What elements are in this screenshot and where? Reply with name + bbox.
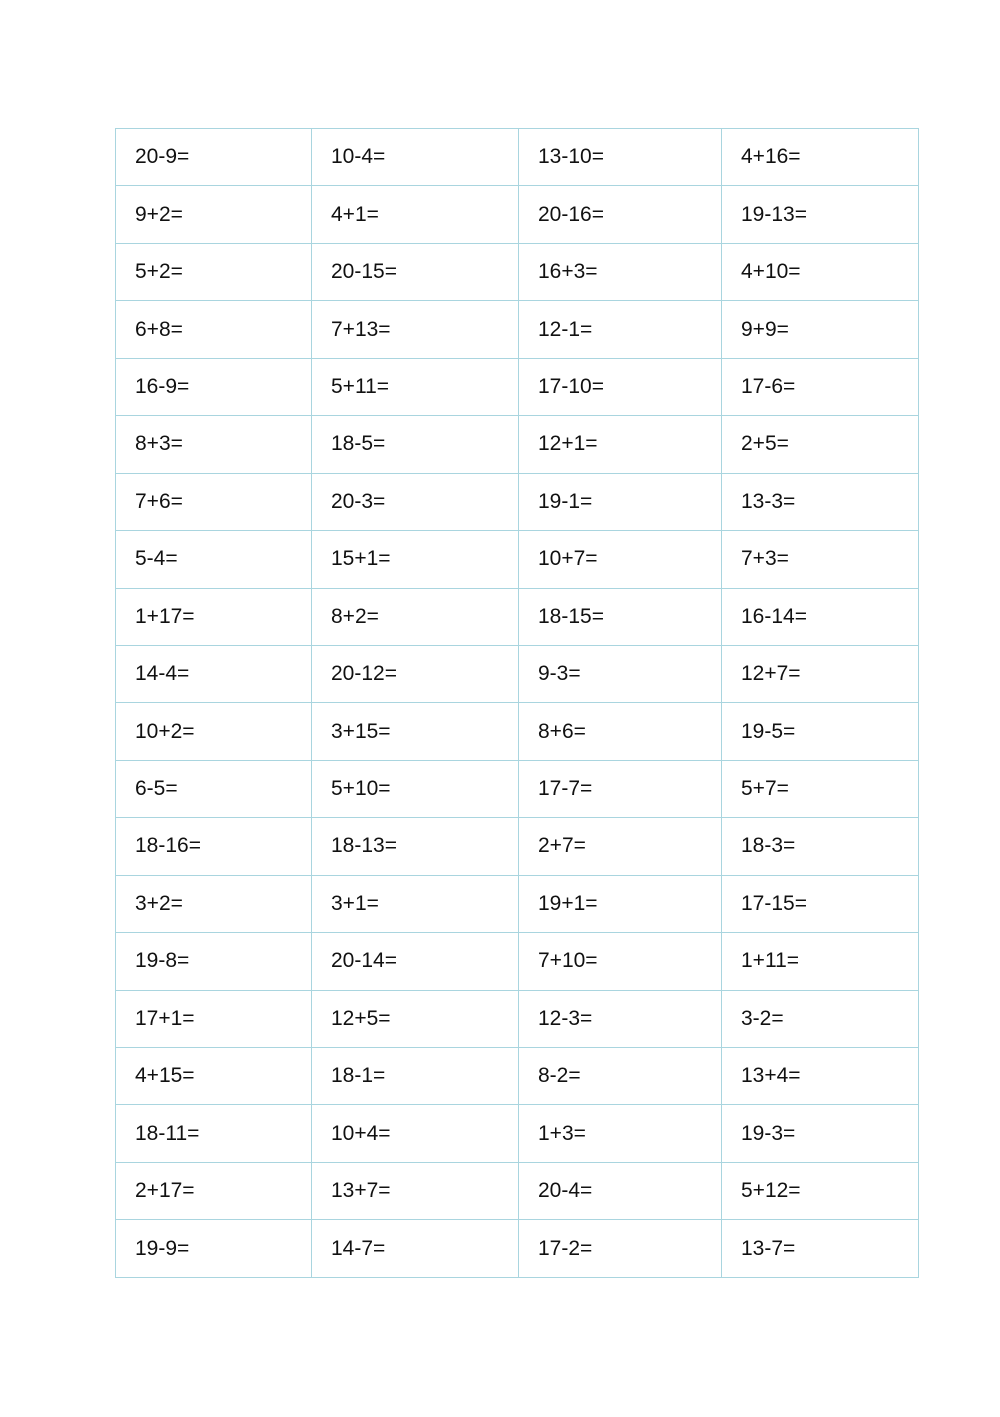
math-problem-cell: 5+10= xyxy=(312,760,519,817)
math-problem-cell: 16+3= xyxy=(519,243,722,300)
math-problem-cell: 9+9= xyxy=(722,301,919,358)
table-row xyxy=(116,358,919,415)
math-problem-cell: 10-4= xyxy=(312,129,519,186)
math-problem-cell: 3+15= xyxy=(312,703,519,760)
math-problem-cell: 15+1= xyxy=(312,531,519,588)
math-problem-cell: 19-13= xyxy=(722,186,919,243)
table-row xyxy=(116,186,919,243)
math-problem-cell: 12+1= xyxy=(519,416,722,473)
math-problem-cell: 13+4= xyxy=(722,1048,919,1105)
math-problem-cell: 20-16= xyxy=(519,186,722,243)
math-problem-cell: 20-12= xyxy=(312,645,519,702)
math-problem-cell: 19-8= xyxy=(116,933,312,990)
math-problem-cell: 16-9= xyxy=(116,358,312,415)
math-problem-cell: 2+5= xyxy=(722,416,919,473)
math-problem-cell: 13-10= xyxy=(519,129,722,186)
math-problem-cell: 1+11= xyxy=(722,933,919,990)
math-problem-cell: 1+17= xyxy=(116,588,312,645)
math-problem-cell: 4+10= xyxy=(722,243,919,300)
math-problem-cell: 3-2= xyxy=(722,990,919,1047)
table-row xyxy=(116,703,919,760)
math-problem-cell: 17-15= xyxy=(722,875,919,932)
table-row xyxy=(116,990,919,1047)
math-problem-cell: 1+3= xyxy=(519,1105,722,1162)
math-problem-cell: 16-14= xyxy=(722,588,919,645)
table-row xyxy=(116,531,919,588)
math-problem-cell: 5+12= xyxy=(722,1162,919,1219)
table-row xyxy=(116,645,919,702)
math-problem-cell: 3+2= xyxy=(116,875,312,932)
math-problem-cell: 19-3= xyxy=(722,1105,919,1162)
math-problem-cell: 13-3= xyxy=(722,473,919,530)
math-problem-cell: 18-5= xyxy=(312,416,519,473)
math-problem-cell: 20-15= xyxy=(312,243,519,300)
table-row xyxy=(116,1048,919,1105)
math-problem-cell: 12+7= xyxy=(722,645,919,702)
math-problem-cell: 13-7= xyxy=(722,1220,919,1277)
math-problem-cell: 20-4= xyxy=(519,1162,722,1219)
math-problem-cell: 14-7= xyxy=(312,1220,519,1277)
table-row xyxy=(116,1105,919,1162)
table-row xyxy=(116,875,919,932)
math-problem-cell: 18-1= xyxy=(312,1048,519,1105)
math-problem-cell: 5+11= xyxy=(312,358,519,415)
math-problem-cell: 20-14= xyxy=(312,933,519,990)
math-problem-cell: 10+7= xyxy=(519,531,722,588)
math-problem-cell: 7+3= xyxy=(722,531,919,588)
math-problem-cell: 19-9= xyxy=(116,1220,312,1277)
math-problem-cell: 20-3= xyxy=(312,473,519,530)
table-row xyxy=(116,933,919,990)
math-problem-cell: 18-16= xyxy=(116,818,312,875)
table-row xyxy=(116,473,919,530)
math-problem-cell: 10+2= xyxy=(116,703,312,760)
math-problem-cell: 18-15= xyxy=(519,588,722,645)
table-row xyxy=(116,243,919,300)
math-problem-cell: 12-3= xyxy=(519,990,722,1047)
math-problem-cell: 5+2= xyxy=(116,243,312,300)
math-problem-cell: 8-2= xyxy=(519,1048,722,1105)
math-problem-cell: 17-10= xyxy=(519,358,722,415)
math-problem-cell: 9-3= xyxy=(519,645,722,702)
math-problem-cell: 6+8= xyxy=(116,301,312,358)
table-row xyxy=(116,1220,919,1277)
math-problem-cell: 17-7= xyxy=(519,760,722,817)
math-problem-cell: 12-1= xyxy=(519,301,722,358)
math-problem-cell: 14-4= xyxy=(116,645,312,702)
math-problem-cell: 10+4= xyxy=(312,1105,519,1162)
math-problem-cell: 6-5= xyxy=(116,760,312,817)
math-problem-cell: 17-2= xyxy=(519,1220,722,1277)
arithmetic-worksheet-table xyxy=(115,128,919,1278)
math-problem-cell: 7+6= xyxy=(116,473,312,530)
math-problem-cell: 20-9= xyxy=(116,129,312,186)
math-problem-cell: 8+2= xyxy=(312,588,519,645)
math-problem-cell: 8+3= xyxy=(116,416,312,473)
math-problem-cell: 19-1= xyxy=(519,473,722,530)
math-problem-cell: 12+5= xyxy=(312,990,519,1047)
table-row xyxy=(116,818,919,875)
worksheet-body xyxy=(116,129,919,1278)
table-row xyxy=(116,760,919,817)
math-problem-cell: 17+1= xyxy=(116,990,312,1047)
table-row xyxy=(116,301,919,358)
math-problem-cell: 19-5= xyxy=(722,703,919,760)
math-problem-cell: 2+17= xyxy=(116,1162,312,1219)
math-problem-cell: 4+1= xyxy=(312,186,519,243)
table-row xyxy=(116,416,919,473)
math-problem-cell: 7+10= xyxy=(519,933,722,990)
math-problem-cell: 3+1= xyxy=(312,875,519,932)
math-problem-cell: 18-3= xyxy=(722,818,919,875)
math-problem-cell: 5+7= xyxy=(722,760,919,817)
math-problem-cell: 13+7= xyxy=(312,1162,519,1219)
math-problem-cell: 4+15= xyxy=(116,1048,312,1105)
math-problem-cell: 18-13= xyxy=(312,818,519,875)
math-problem-cell: 18-11= xyxy=(116,1105,312,1162)
math-problem-cell: 19+1= xyxy=(519,875,722,932)
math-problem-cell: 2+7= xyxy=(519,818,722,875)
table-row xyxy=(116,1162,919,1219)
math-problem-cell: 7+13= xyxy=(312,301,519,358)
math-problem-cell: 17-6= xyxy=(722,358,919,415)
math-problem-cell: 5-4= xyxy=(116,531,312,588)
table-row xyxy=(116,129,919,186)
table-row xyxy=(116,588,919,645)
math-problem-cell: 4+16= xyxy=(722,129,919,186)
math-problem-cell: 8+6= xyxy=(519,703,722,760)
math-problem-cell: 9+2= xyxy=(116,186,312,243)
